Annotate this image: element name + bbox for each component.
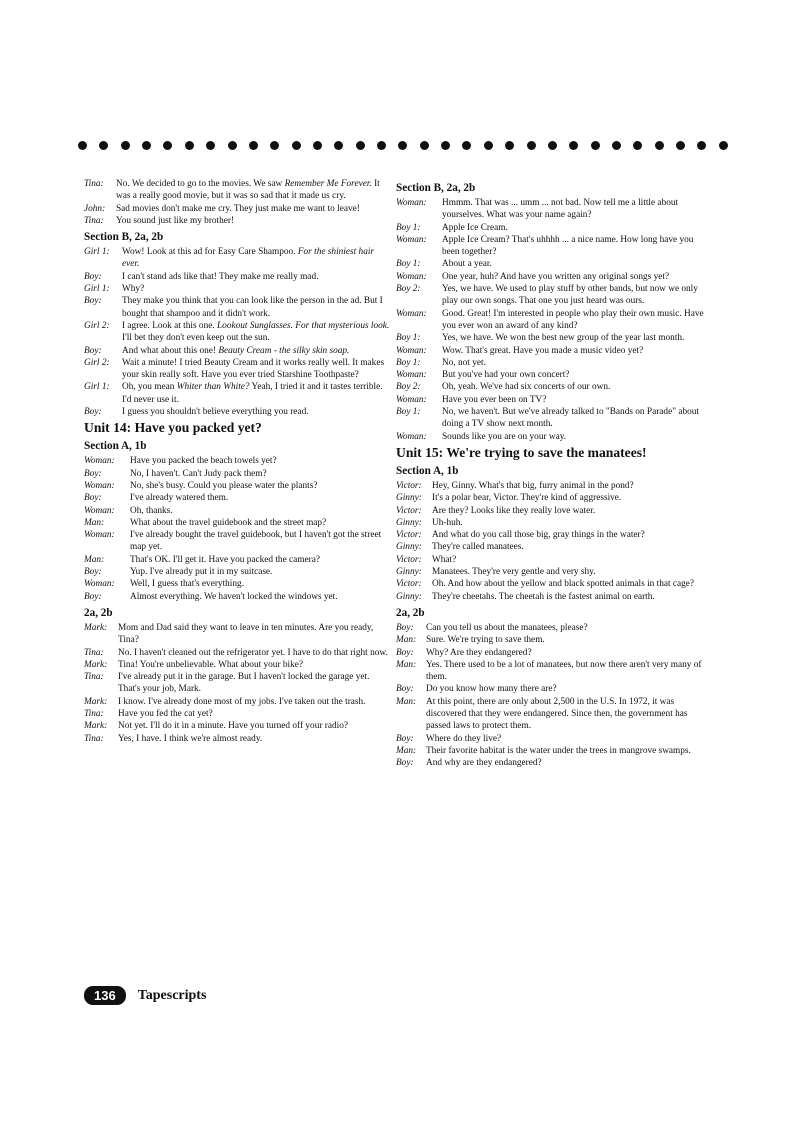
- dialogue-line: [396, 406, 704, 431]
- dialogue-line: [84, 283, 392, 295]
- speaker-label: Boy:: [84, 567, 102, 578]
- dialogue-text: Their favorite habitat is the water under the trees in mangrove swamps.: [426, 745, 691, 756]
- dialogue-text: Not yet. I'll do it in a minute. Have you turned off your radio?: [118, 721, 348, 732]
- dialogue-text: Do you know how many there are?: [426, 684, 557, 695]
- speaker-label: Woman:: [84, 505, 115, 516]
- speaker-label: Man:: [396, 745, 417, 756]
- speaker-label: Victor:: [396, 554, 422, 565]
- speaker-label: Woman:: [396, 394, 427, 405]
- dialogue-line: [84, 554, 392, 566]
- dialogue-text: I've already put it in the garage. But I haven't locked the garage yet. That's your job, Mark.: [118, 672, 370, 695]
- dialogue-text: I guess you shouldn't believe everything you read.: [122, 407, 309, 418]
- dot: [334, 141, 343, 150]
- dialogue-line: [84, 517, 392, 529]
- dialogue-text: And why are they endangered?: [426, 758, 542, 769]
- dialogue-line: [84, 381, 392, 406]
- dot: [185, 141, 194, 150]
- speaker-label: Woman:: [396, 308, 427, 319]
- dialogue-line: [84, 406, 392, 418]
- speaker-label: Man:: [84, 554, 105, 565]
- dialogue-text: And what about this one! Beauty Cream - the silky skin soap.: [122, 345, 350, 356]
- speaker-label: John:: [84, 203, 106, 214]
- speaker-label: Boy 1:: [396, 259, 421, 270]
- dialogue-line: [84, 591, 392, 603]
- dot: [398, 141, 407, 150]
- speaker-label: Woman:: [396, 370, 427, 381]
- dialogue-line: [396, 622, 704, 634]
- speaker-label: Girl 2:: [84, 320, 110, 331]
- dot: [462, 141, 471, 150]
- speaker-label: Boy:: [84, 591, 102, 602]
- dialogue-line: [84, 720, 392, 732]
- dialogue-text: They're called manatees.: [432, 542, 524, 553]
- speaker-label: Mark:: [84, 622, 108, 633]
- dialogue-line: [84, 659, 392, 671]
- speaker-label: Woman:: [396, 345, 427, 356]
- dialogue-line: [396, 234, 704, 259]
- section-heading: Section A, 1b: [396, 464, 459, 477]
- dialogue-line: [396, 394, 704, 406]
- dialogue-text: Yes. There used to be a lot of manatees, but now there aren't very many of them.: [426, 659, 702, 683]
- speaker-label: Mark:: [84, 721, 108, 732]
- dialogue-text: Oh, yeah. We've had six concerts of our own.: [442, 382, 611, 393]
- dialogue-line: [396, 647, 704, 659]
- unit-heading: Unit 14: Have you packed yet?: [84, 420, 262, 436]
- speaker-label: Woman:: [84, 530, 115, 541]
- dialogue-text: But you've had your own concert?: [442, 370, 570, 381]
- dialogue-line: [396, 308, 704, 333]
- speaker-label: Boy:: [84, 493, 102, 504]
- dialogue-text: Why?: [122, 284, 145, 295]
- dot: [676, 141, 685, 150]
- speaker-label: Tina:: [84, 179, 104, 189]
- dialogue-text: Apple Ice Cream.: [442, 222, 508, 233]
- dialogue-line: [84, 246, 392, 271]
- dialogue-text: I've already bought the travel guidebook, but I haven't got the street map yet.: [130, 530, 382, 553]
- speaker-label: Man:: [396, 659, 417, 670]
- dialogue-line: [84, 357, 392, 382]
- dialogue-text: They're cheetahs. The cheetah is the fastest animal on earth.: [432, 591, 655, 602]
- speaker-label: Tina:: [84, 733, 104, 744]
- dialogue-line: [84, 566, 392, 578]
- speaker-label: Woman:: [396, 271, 427, 282]
- speaker-label: Boy:: [396, 647, 414, 658]
- section-heading: 2a, 2b: [396, 606, 425, 619]
- dialogue-text: Where do they live?: [426, 733, 502, 744]
- dialogue-text: Oh. And how about the yellow and black spotted animals in that cage?: [432, 579, 695, 590]
- dot: [163, 141, 172, 150]
- dialogue-line: [396, 431, 704, 443]
- dialogue-text: Hmmm. That was ... umm ... not bad. Now tell me a little about yourselves. What was your name again?: [442, 198, 679, 221]
- speaker-label: Girl 1:: [84, 284, 110, 295]
- speaker-label: Boy:: [84, 468, 102, 479]
- dot: [377, 141, 386, 150]
- speaker-label: Boy:: [84, 271, 102, 282]
- dialogue-line: [84, 215, 392, 227]
- dot: [612, 141, 621, 150]
- speaker-label: Woman:: [84, 456, 115, 467]
- dialogue-text: I've already watered them.: [130, 493, 229, 504]
- dot: [228, 141, 237, 150]
- dialogue-text: Sure. We're trying to save them.: [426, 635, 545, 646]
- dialogue-line: [396, 480, 704, 492]
- dialogue-text: Well, I guess that's everything.: [130, 579, 245, 590]
- dialogue-line: [396, 554, 704, 566]
- section-heading: Section B, 2a, 2b: [84, 231, 164, 244]
- speaker-label: Woman:: [84, 480, 115, 491]
- dot: [655, 141, 664, 150]
- dialogue-line: [396, 733, 704, 745]
- dialogue-text: Sounds like you are on your way.: [442, 431, 567, 442]
- speaker-label: Boy:: [396, 733, 414, 744]
- section-heading: Section A, 1b: [84, 440, 147, 453]
- dialogue-text: Have you fed the cat yet?: [118, 708, 213, 719]
- dialogue-line: [396, 258, 704, 270]
- speaker-label: Tina:: [84, 215, 104, 226]
- section-heading: Section B, 2a, 2b: [396, 182, 476, 194]
- dialogue-text: Manatees. They're very gentle and very shy.: [432, 567, 596, 578]
- dialogue-text: No. I haven't cleaned out the refrigerator yet. I have to do that right now.: [118, 647, 388, 658]
- dialogue-line: [84, 708, 392, 720]
- dot: [270, 141, 279, 150]
- speaker-label: Boy:: [396, 758, 414, 769]
- dialogue-line: [396, 566, 704, 578]
- dialogue-line: [396, 659, 704, 684]
- dialogue-line: [84, 480, 392, 492]
- dot: [505, 141, 514, 150]
- dialogue-line: [84, 505, 392, 517]
- speaker-label: Girl 1:: [84, 382, 110, 393]
- speaker-label: Ginny:: [396, 591, 422, 602]
- dot: [356, 141, 365, 150]
- dialogue-text: Uh-huh.: [432, 517, 463, 528]
- dot: [313, 141, 322, 150]
- dialogue-line: [84, 647, 392, 659]
- speaker-label: Boy 1:: [396, 407, 421, 418]
- dialogue-line: [84, 468, 392, 480]
- dialogue-text: That's OK. I'll get it. Have you packed the camera?: [130, 554, 320, 565]
- speaker-label: Tina:: [84, 672, 104, 683]
- speaker-label: Boy 2:: [396, 382, 421, 393]
- dialogue-text: Are they? Looks like they really love water.: [432, 505, 596, 516]
- dialogue-text: About a year.: [442, 259, 492, 270]
- speaker-label: Boy:: [84, 407, 102, 418]
- dot: [527, 141, 536, 150]
- dialogue-text: It's a polar bear, Victor. They're kind of aggressive.: [432, 493, 622, 504]
- speaker-label: Victor:: [396, 530, 422, 541]
- dialogue-line: [84, 733, 392, 745]
- dot: [591, 141, 600, 150]
- speaker-label: Mark:: [84, 659, 108, 670]
- speaker-label: Victor:: [396, 579, 422, 590]
- dialogue-text: Oh, you mean Whiter than White? Yeah, I tried it and it tastes terrible. I'd never use it.: [122, 382, 383, 405]
- dialogue-line: [396, 505, 704, 517]
- speaker-label: Girl 1:: [84, 247, 110, 258]
- speaker-label: Woman:: [396, 234, 427, 245]
- speaker-label: Woman:: [84, 579, 115, 590]
- dialogue-line: [396, 492, 704, 504]
- speaker-label: Boy 1:: [396, 357, 421, 368]
- dialogue-text: Yes, I have. I think we're almost ready.: [118, 733, 263, 744]
- footer-title: Tapescripts: [137, 987, 207, 1003]
- dialogue-text: Hey, Ginny. What's that big, furry animal in the pond?: [432, 480, 634, 491]
- dialogue-line: [396, 517, 704, 529]
- dialogue-text: Mom and Dad said they want to leave in ten minutes. Are you ready, Tina?: [118, 622, 374, 646]
- dialogue-line: [84, 529, 392, 554]
- dialogue-line: [396, 634, 704, 646]
- dialogue-line: [396, 381, 704, 393]
- dot: [249, 141, 258, 150]
- speaker-label: Girl 2:: [84, 357, 110, 368]
- dialogue-text: No, she's busy. Could you please water the plants?: [130, 480, 318, 491]
- page-footer: [84, 986, 206, 1005]
- dialogue-text: I can't stand ads like that! They make me really mad.: [122, 271, 319, 282]
- speaker-label: Ginny:: [396, 493, 422, 504]
- dialogue-text: What?: [432, 554, 457, 565]
- dot: [78, 141, 87, 150]
- dot: [633, 141, 642, 150]
- dot: [142, 141, 151, 150]
- dialogue-text: Wait a minute! I tried Beauty Cream and it works really well. It makes your skin really soft. Have you ever tried Starshine Toothpaste?: [122, 357, 385, 381]
- dialogue-text: One year, huh? And have you written any original songs yet?: [442, 271, 670, 282]
- speaker-label: Boy 2:: [396, 284, 421, 295]
- dialogue-line: [84, 295, 392, 320]
- dialogue-line: [84, 492, 392, 504]
- unit-heading: Unit 15: We're trying to save the manatees!: [396, 444, 647, 460]
- speaker-label: Boy:: [84, 296, 102, 307]
- speaker-label: Victor:: [396, 480, 422, 491]
- dialogue-text: Yes, we have. We won the best new group of the year last month.: [442, 333, 685, 344]
- speaker-label: Ginny:: [396, 567, 422, 578]
- dialogue-text: I know. I've already done most of my jobs. I've taken out the trash.: [118, 696, 366, 707]
- dialogue-line: [396, 757, 704, 769]
- speaker-label: Mark:: [84, 696, 108, 707]
- dialogue-text: No, I haven't. Can't Judy pack them?: [130, 468, 267, 479]
- dot: [548, 141, 557, 150]
- dialogue-text: Wow! Look at this ad for Easy Care Shampoo. For the shiniest hair ever.: [122, 247, 375, 270]
- dialogue-line: [396, 591, 704, 603]
- dialogue-text: What about the travel guidebook and the street map?: [130, 517, 327, 528]
- section-heading: 2a, 2b: [84, 606, 113, 619]
- speaker-label: Ginny:: [396, 517, 422, 528]
- dialogue-line: [84, 271, 392, 283]
- dialogue-text: Yes, we have. We used to play stuff by other bands, but now we only play our own songs. That one you just heard was ours.: [442, 284, 698, 307]
- dot: [99, 141, 108, 150]
- dialogue-text: Tina! You're unbelievable. What about your bike?: [118, 659, 303, 670]
- speaker-label: Boy 1:: [396, 222, 421, 233]
- speaker-label: Woman:: [396, 198, 427, 208]
- dialogue-line: [396, 683, 704, 695]
- dialogue-line: [396, 541, 704, 553]
- dialogue-text: Have you ever been on TV?: [442, 394, 547, 405]
- dialogue-text: Why? Are they endangered?: [426, 647, 532, 658]
- speaker-label: Woman:: [396, 431, 427, 442]
- dialogue-line: [84, 455, 392, 467]
- dialogue-line: [396, 529, 704, 541]
- dialogue-text: Good. Great! I'm interested in people who play their own music. Have you ever won an award of any kind?: [442, 308, 704, 331]
- dot: [484, 141, 493, 150]
- dialogue-line: [84, 696, 392, 708]
- dialogue-text: Oh, thanks.: [130, 505, 173, 516]
- dialogue-line: [396, 578, 704, 590]
- dialogue-line: [84, 345, 392, 357]
- dialogue-text: No. We decided to go to the movies. We saw Remember Me Forever. It was a really good movie, but it was so sad that it made us cry.: [116, 179, 380, 202]
- right-column: [396, 178, 704, 769]
- dialogue-text: You sound just like my brother!: [116, 215, 235, 226]
- dialogue-text: Almost everything. We haven't locked the windows yet.: [130, 591, 338, 602]
- dialogue-line: [396, 345, 704, 357]
- dot: [569, 141, 578, 150]
- dialogue-line: [396, 283, 704, 308]
- decorative-dot-border: [78, 137, 728, 153]
- dialogue-text: Yup. I've already put it in my suitcase.: [130, 567, 273, 578]
- dialogue-line: [84, 622, 392, 647]
- speaker-label: Man:: [396, 635, 417, 646]
- dot: [697, 141, 706, 150]
- dot: [441, 141, 450, 150]
- speaker-label: Tina:: [84, 708, 104, 719]
- dialogue-line: [84, 320, 392, 345]
- dialogue-line: [396, 696, 704, 733]
- dot: [292, 141, 301, 150]
- dialogue-line: [396, 332, 704, 344]
- dialogue-line: [396, 222, 704, 234]
- dialogue-text: I agree. Look at this one. Lookout Sunglasses. For that mysterious look. I'll bet they don't even keep out the sun.: [122, 320, 390, 344]
- dialogue-text: No, not yet.: [442, 357, 486, 368]
- speaker-label: Tina:: [84, 647, 104, 658]
- speaker-label: Boy:: [84, 345, 102, 356]
- dialogue-line: [84, 203, 392, 215]
- speaker-label: Man:: [396, 696, 417, 707]
- dot: [206, 141, 215, 150]
- speaker-label: Boy:: [396, 684, 414, 695]
- dialogue-line: [396, 369, 704, 381]
- dialogue-text: Apple Ice Cream? That's uhhhh ... a nice name. How long have you been together?: [442, 234, 694, 258]
- dialogue-line: [396, 745, 704, 757]
- dialogue-line: [84, 178, 392, 203]
- dialogue-text: No, we haven't. But we've already talked to "Bands on Parade" about doing a TV show next month.: [442, 407, 699, 430]
- dialogue-line: [84, 578, 392, 590]
- dot: [420, 141, 429, 150]
- dialogue-line: [396, 357, 704, 369]
- dialogue-text: They make you think that you can look like the person in the ad. But I bought that shampoo and it didn't work.: [122, 296, 383, 319]
- dialogue-text: And what do you call those big, gray things in the water?: [432, 530, 645, 541]
- page-number-badge: 136: [84, 986, 126, 1005]
- dialogue-text: Have you packed the beach towels yet?: [130, 456, 277, 467]
- dot: [719, 141, 728, 150]
- speaker-label: Victor:: [396, 505, 422, 516]
- dialogue-text: At this point, there are only about 2,500 in the U.S. In 1972, it was discovered that they were endangered. Since then, the government has passed laws to protect them.: [426, 696, 688, 732]
- left-column: [84, 178, 392, 745]
- dot: [121, 141, 130, 150]
- speaker-label: Boy 1:: [396, 333, 421, 344]
- speaker-label: Man:: [84, 517, 105, 528]
- dialogue-line: [84, 671, 392, 696]
- dialogue-text: Sad movies don't make me cry. They just make me want to leave!: [116, 203, 360, 214]
- speaker-label: Boy:: [396, 622, 414, 633]
- dialogue-text: Can you tell us about the manatees, please?: [426, 622, 588, 633]
- dialogue-line: [396, 197, 704, 222]
- speaker-label: Ginny:: [396, 542, 422, 553]
- dialogue-text: Wow. That's great. Have you made a music video yet?: [442, 345, 644, 356]
- dialogue-line: [396, 271, 704, 283]
